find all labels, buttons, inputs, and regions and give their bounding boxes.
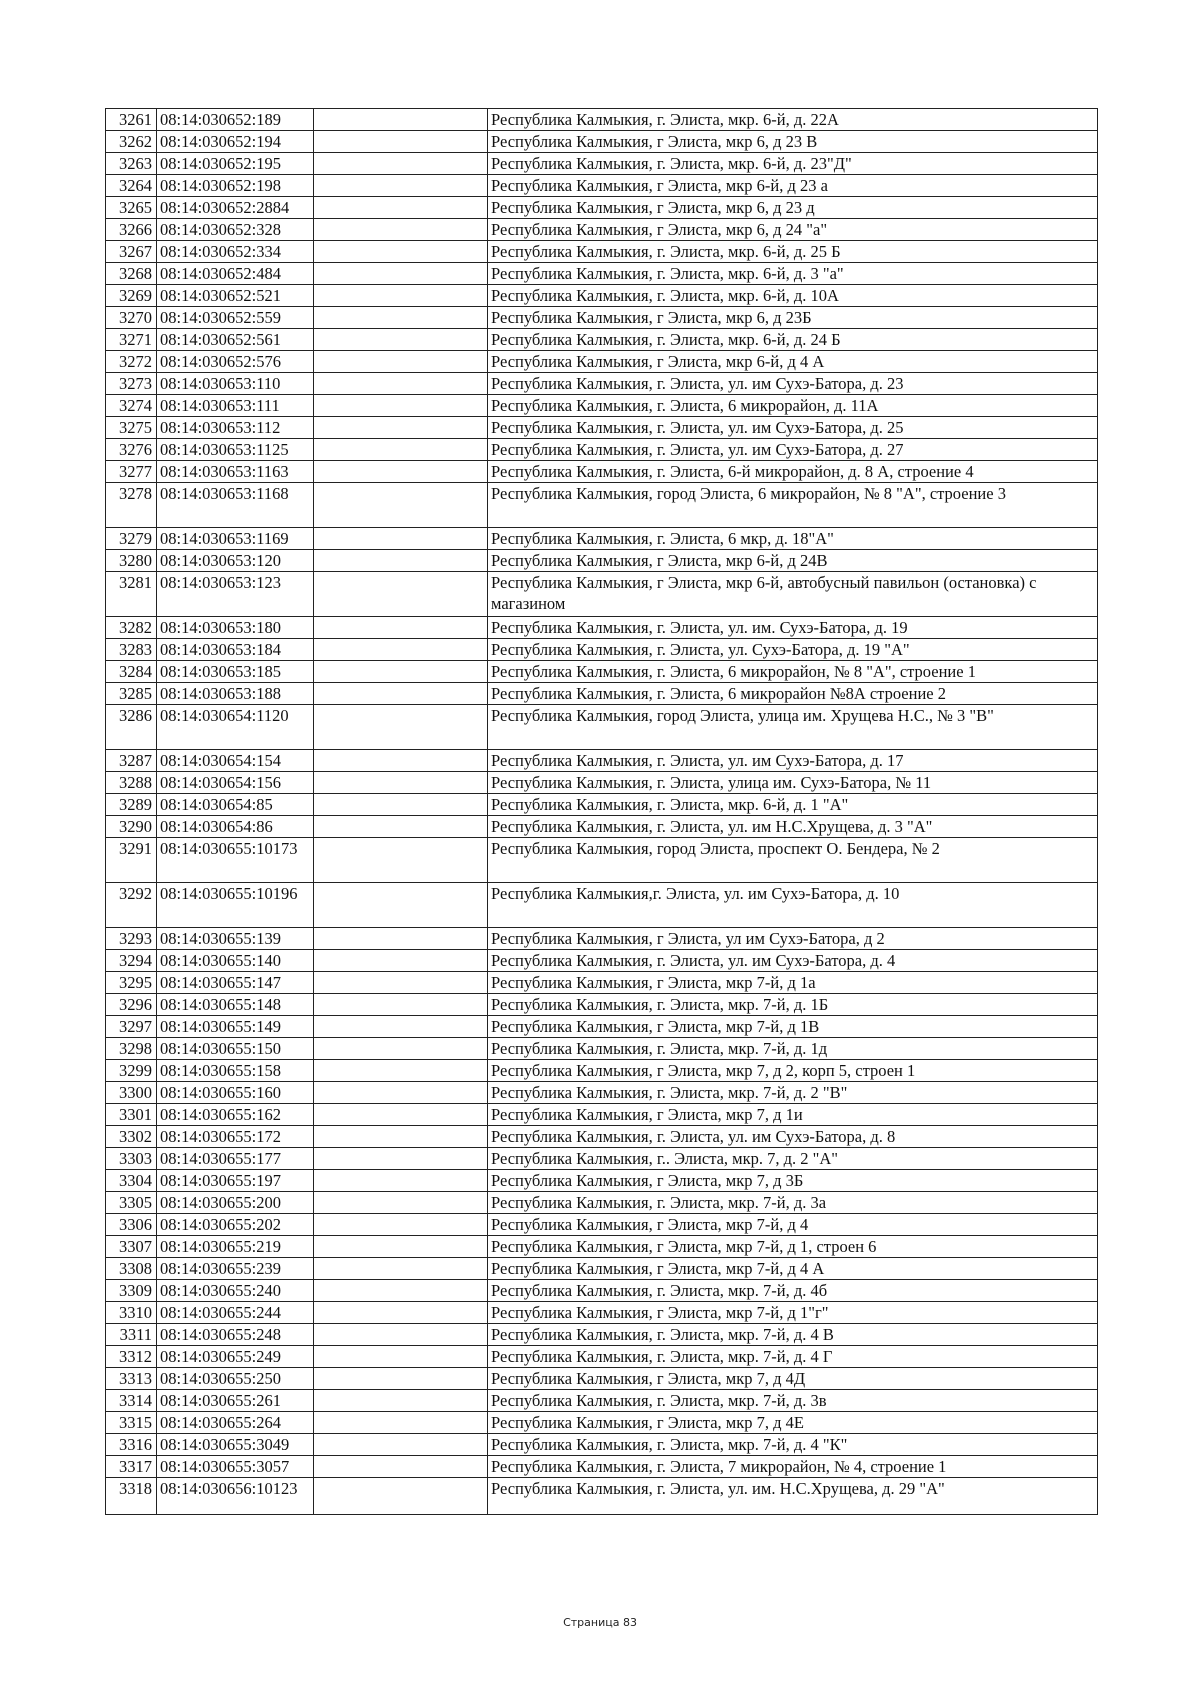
- cadastral-number-cell: 08:14:030655:264: [157, 1412, 314, 1434]
- cadastral-number-cell: 08:14:030655:139: [157, 928, 314, 950]
- note-cell: [314, 750, 488, 772]
- table-row: [106, 883, 1098, 928]
- address-cell: Республика Калмыкия, г. Элиста, 7 микрорайон, № 4, строение 1: [488, 1456, 1098, 1478]
- table-row: [106, 175, 1098, 197]
- note-cell: [314, 661, 488, 683]
- address-cell: Республика Калмыкия, г. Элиста, мкр. 6-й, д. 23"Д": [488, 153, 1098, 175]
- row-number-cell: 3284: [106, 661, 157, 683]
- row-number-cell: 3273: [106, 373, 157, 395]
- table-row: [106, 528, 1098, 550]
- cadastral-number-cell: 08:14:030654:156: [157, 772, 314, 794]
- note-cell: [314, 1148, 488, 1170]
- note-cell: [314, 772, 488, 794]
- address-cell: Республика Калмыкия, г. Элиста, ул. им Сухэ-Батора, д. 27: [488, 439, 1098, 461]
- note-cell: [314, 1390, 488, 1412]
- row-number-cell: 3287: [106, 750, 157, 772]
- note-cell: [314, 461, 488, 483]
- row-number-cell: 3285: [106, 683, 157, 705]
- note-cell: [314, 197, 488, 219]
- note-cell: [314, 1280, 488, 1302]
- cadastral-number-cell: 08:14:030653:111: [157, 395, 314, 417]
- note-cell: [314, 395, 488, 417]
- note-cell: [314, 1412, 488, 1434]
- table-row: [106, 153, 1098, 175]
- table-row: [106, 572, 1098, 617]
- table-row: [106, 307, 1098, 329]
- row-number-cell: 3304: [106, 1170, 157, 1192]
- cadastral-number-cell: 08:14:030655:197: [157, 1170, 314, 1192]
- note-cell: [314, 972, 488, 994]
- row-number-cell: 3283: [106, 639, 157, 661]
- cadastral-number-cell: 08:14:030655:244: [157, 1302, 314, 1324]
- address-cell: Республика Калмыкия, г. Элиста, 6 микрорайон, № 8 "А", строение 1: [488, 661, 1098, 683]
- row-number-cell: 3274: [106, 395, 157, 417]
- note-cell: [314, 219, 488, 241]
- address-cell: Республика Калмыкия, г. Элиста, мкр. 7-й, д. 3в: [488, 1390, 1098, 1412]
- row-number-cell: 3310: [106, 1302, 157, 1324]
- address-cell: Республика Калмыкия, г. Элиста, мкр. 7-й, д. 1Б: [488, 994, 1098, 1016]
- address-cell: Республика Калмыкия, г. Элиста, 6 мкр, д. 18"А": [488, 528, 1098, 550]
- table-row: [106, 329, 1098, 351]
- note-cell: [314, 109, 488, 131]
- row-number-cell: 3280: [106, 550, 157, 572]
- address-cell: Республика Калмыкия, г. Элиста, мкр. 7-й, д. 4 Г: [488, 1346, 1098, 1368]
- note-cell: [314, 131, 488, 153]
- row-number-cell: 3297: [106, 1016, 157, 1038]
- row-number-cell: 3305: [106, 1192, 157, 1214]
- cadastral-number-cell: 08:14:030655:3049: [157, 1434, 314, 1456]
- table-row: [106, 219, 1098, 241]
- row-number-cell: 3288: [106, 772, 157, 794]
- table-row: [106, 1258, 1098, 1280]
- row-number-cell: 3309: [106, 1280, 157, 1302]
- table-row: [106, 1126, 1098, 1148]
- row-number-cell: 3296: [106, 994, 157, 1016]
- cadastral-number-cell: 08:14:030653:1168: [157, 483, 314, 528]
- note-cell: [314, 794, 488, 816]
- address-cell: Республика Калмыкия, г. Элиста, ул. им Сухэ-Батора, д. 25: [488, 417, 1098, 439]
- table-row: [106, 639, 1098, 661]
- table-row: [106, 772, 1098, 794]
- table-row: [106, 351, 1098, 373]
- table-row: [106, 1148, 1098, 1170]
- address-cell: Республика Калмыкия, г Элиста, мкр 7-й, д 1В: [488, 1016, 1098, 1038]
- note-cell: [314, 705, 488, 750]
- cadastral-number-cell: 08:14:030653:184: [157, 639, 314, 661]
- row-number-cell: 3261: [106, 109, 157, 131]
- cadastral-number-cell: 08:14:030655:202: [157, 1214, 314, 1236]
- row-number-cell: 3279: [106, 528, 157, 550]
- table-row: [106, 1082, 1098, 1104]
- table-row: [106, 109, 1098, 131]
- note-cell: [314, 417, 488, 439]
- table-row: [106, 197, 1098, 219]
- table-row: [106, 683, 1098, 705]
- note-cell: [314, 528, 488, 550]
- row-number-cell: 3302: [106, 1126, 157, 1148]
- table-row: [106, 838, 1098, 883]
- row-number-cell: 3312: [106, 1346, 157, 1368]
- address-cell: Республика Калмыкия, г Элиста, мкр 7-й, д 4: [488, 1214, 1098, 1236]
- table-row: [106, 1434, 1098, 1456]
- cadastral-number-cell: 08:14:030652:334: [157, 241, 314, 263]
- row-number-cell: 3266: [106, 219, 157, 241]
- address-cell: Республика Калмыкия, г Элиста, мкр 6, д 23 д: [488, 197, 1098, 219]
- cadastral-number-cell: 08:14:030655:200: [157, 1192, 314, 1214]
- note-cell: [314, 329, 488, 351]
- address-cell: Республика Калмыкия, г Элиста, мкр 7-й, д 1"г": [488, 1302, 1098, 1324]
- address-cell: Республика Калмыкия, г. Элиста, ул. им Сухэ-Батора, д. 23: [488, 373, 1098, 395]
- note-cell: [314, 351, 488, 373]
- address-cell: Республика Калмыкия, г. Элиста, ул. им Сухэ-Батора, д. 4: [488, 950, 1098, 972]
- address-cell: Республика Калмыкия, г Элиста, мкр 6-й, автобусный павильон (остановка) с магазином: [488, 572, 1098, 617]
- address-cell: Республика Калмыкия, г Элиста, мкр 7, д 4Е: [488, 1412, 1098, 1434]
- cadastral-number-cell: 08:14:030652:561: [157, 329, 314, 351]
- note-cell: [314, 683, 488, 705]
- cadastral-number-cell: 08:14:030652:2884: [157, 197, 314, 219]
- table-row: [106, 373, 1098, 395]
- cadastral-number-cell: 08:14:030654:1120: [157, 705, 314, 750]
- note-cell: [314, 572, 488, 617]
- address-cell: Республика Калмыкия, г. Элиста, мкр. 6-й, д. 3 "а": [488, 263, 1098, 285]
- row-number-cell: 3276: [106, 439, 157, 461]
- address-cell: Республика Калмыкия, г Элиста, мкр 6-й, д 23 а: [488, 175, 1098, 197]
- table-row: [106, 1368, 1098, 1390]
- table-row: [106, 1302, 1098, 1324]
- table-row: [106, 395, 1098, 417]
- note-cell: [314, 1478, 488, 1515]
- address-cell: Республика Калмыкия, г. Элиста, ул. им Сухэ-Батора, д. 17: [488, 750, 1098, 772]
- address-cell: Республика Калмыкия,г. Элиста, ул. им Сухэ-Батора, д. 10: [488, 883, 1098, 928]
- row-number-cell: 3295: [106, 972, 157, 994]
- cadastral-number-cell: 08:14:030653:120: [157, 550, 314, 572]
- address-cell: Республика Калмыкия, г Элиста, мкр 6, д 23 В: [488, 131, 1098, 153]
- table-row: [106, 1016, 1098, 1038]
- row-number-cell: 3293: [106, 928, 157, 950]
- note-cell: [314, 263, 488, 285]
- row-number-cell: 3317: [106, 1456, 157, 1478]
- table-row: [106, 1412, 1098, 1434]
- table-row: [106, 439, 1098, 461]
- cadastral-number-cell: 08:14:030655:250: [157, 1368, 314, 1390]
- address-cell: Республика Калмыкия, г. Элиста, ул. им. Сухэ-Батора, д. 19: [488, 617, 1098, 639]
- address-cell: Республика Калмыкия, город Элиста, проспект О. Бендера, № 2: [488, 838, 1098, 883]
- note-cell: [314, 1214, 488, 1236]
- note-cell: [314, 1060, 488, 1082]
- address-cell: Республика Калмыкия, г. Элиста, мкр. 6-й, д. 24 Б: [488, 329, 1098, 351]
- table-row: [106, 131, 1098, 153]
- row-number-cell: 3298: [106, 1038, 157, 1060]
- cadastral-number-cell: 08:14:030653:123: [157, 572, 314, 617]
- note-cell: [314, 1456, 488, 1478]
- cadastral-number-cell: 08:14:030655:10173: [157, 838, 314, 883]
- table-row: [106, 1192, 1098, 1214]
- cadastral-number-cell: 08:14:030654:86: [157, 816, 314, 838]
- table-row: [106, 994, 1098, 1016]
- cadastral-number-cell: 08:14:030652:198: [157, 175, 314, 197]
- cadastral-number-cell: 08:14:030652:484: [157, 263, 314, 285]
- note-cell: [314, 1016, 488, 1038]
- cadastral-number-cell: 08:14:030655:261: [157, 1390, 314, 1412]
- cadastral-number-cell: 08:14:030655:158: [157, 1060, 314, 1082]
- table-row: [106, 285, 1098, 307]
- cadastral-number-cell: 08:14:030653:1125: [157, 439, 314, 461]
- cadastral-number-cell: 08:14:030652:189: [157, 109, 314, 131]
- address-cell: Республика Калмыкия, г. Элиста, мкр. 7-й, д. 4 "К": [488, 1434, 1098, 1456]
- cadastral-number-cell: 08:14:030655:140: [157, 950, 314, 972]
- table-row: [106, 263, 1098, 285]
- cadastral-number-cell: 08:14:030652:559: [157, 307, 314, 329]
- table-row: [106, 1478, 1098, 1515]
- row-number-cell: 3301: [106, 1104, 157, 1126]
- note-cell: [314, 1236, 488, 1258]
- table-row: [106, 972, 1098, 994]
- address-cell: Республика Калмыкия, город Элиста, 6 микрорайон, № 8 "А", строение 3: [488, 483, 1098, 528]
- cadastral-number-cell: 08:14:030655:162: [157, 1104, 314, 1126]
- row-number-cell: 3269: [106, 285, 157, 307]
- table-row: [106, 705, 1098, 750]
- table-row: [106, 1280, 1098, 1302]
- note-cell: [314, 285, 488, 307]
- row-number-cell: 3292: [106, 883, 157, 928]
- cadastral-number-cell: 08:14:030655:150: [157, 1038, 314, 1060]
- row-number-cell: 3291: [106, 838, 157, 883]
- cadastral-number-cell: 08:14:030652:194: [157, 131, 314, 153]
- row-number-cell: 3318: [106, 1478, 157, 1515]
- cadastral-number-cell: 08:14:030655:249: [157, 1346, 314, 1368]
- cadastral-table: [105, 108, 1098, 1515]
- cadastral-number-cell: 08:14:030655:177: [157, 1148, 314, 1170]
- address-cell: Республика Калмыкия, г. Элиста, мкр. 6-й, д. 1 "А": [488, 794, 1098, 816]
- note-cell: [314, 950, 488, 972]
- cadastral-number-cell: 08:14:030655:248: [157, 1324, 314, 1346]
- cadastral-number-cell: 08:14:030654:154: [157, 750, 314, 772]
- note-cell: [314, 1324, 488, 1346]
- row-number-cell: 3282: [106, 617, 157, 639]
- cadastral-number-cell: 08:14:030656:10123: [157, 1478, 314, 1515]
- table-row: [106, 816, 1098, 838]
- address-cell: Республика Калмыкия, г Элиста, ул им Сухэ-Батора, д 2: [488, 928, 1098, 950]
- table-row: [106, 928, 1098, 950]
- cadastral-number-cell: 08:14:030655:172: [157, 1126, 314, 1148]
- note-cell: [314, 928, 488, 950]
- note-cell: [314, 1368, 488, 1390]
- cadastral-number-cell: 08:14:030653:185: [157, 661, 314, 683]
- table-row: [106, 1324, 1098, 1346]
- cadastral-number-cell: 08:14:030655:3057: [157, 1456, 314, 1478]
- row-number-cell: 3311: [106, 1324, 157, 1346]
- cadastral-number-cell: 08:14:030652:195: [157, 153, 314, 175]
- address-cell: Республика Калмыкия, город Элиста, улица им. Хрущева Н.С., № 3 "В": [488, 705, 1098, 750]
- row-number-cell: 3314: [106, 1390, 157, 1412]
- note-cell: [314, 639, 488, 661]
- cadastral-number-cell: 08:14:030655:149: [157, 1016, 314, 1038]
- cadastral-number-cell: 08:14:030653:1163: [157, 461, 314, 483]
- row-number-cell: 3277: [106, 461, 157, 483]
- table-row: [106, 550, 1098, 572]
- table-row: [106, 483, 1098, 528]
- cadastral-number-cell: 08:14:030652:328: [157, 219, 314, 241]
- address-cell: Республика Калмыкия, г Элиста, мкр 6-й, д 24В: [488, 550, 1098, 572]
- row-number-cell: 3294: [106, 950, 157, 972]
- cadastral-number-cell: 08:14:030652:576: [157, 351, 314, 373]
- address-cell: Республика Калмыкия, г. Элиста, мкр. 6-й, д. 10А: [488, 285, 1098, 307]
- row-number-cell: 3270: [106, 307, 157, 329]
- row-number-cell: 3286: [106, 705, 157, 750]
- cadastral-number-cell: 08:14:030654:85: [157, 794, 314, 816]
- note-cell: [314, 175, 488, 197]
- address-cell: Республика Калмыкия, г Элиста, мкр 7-й, д 1а: [488, 972, 1098, 994]
- note-cell: [314, 439, 488, 461]
- address-cell: Республика Калмыкия, г. Элиста, мкр. 7-й, д. 2 "В": [488, 1082, 1098, 1104]
- row-number-cell: 3289: [106, 794, 157, 816]
- note-cell: [314, 838, 488, 883]
- row-number-cell: 3268: [106, 263, 157, 285]
- address-cell: Республика Калмыкия, г. Элиста, мкр. 6-й, д. 22А: [488, 109, 1098, 131]
- note-cell: [314, 1434, 488, 1456]
- address-cell: Республика Калмыкия, г. Элиста, мкр. 7-й, д. 3а: [488, 1192, 1098, 1214]
- table-row: [106, 794, 1098, 816]
- note-cell: [314, 153, 488, 175]
- cadastral-number-cell: 08:14:030653:110: [157, 373, 314, 395]
- row-number-cell: 3267: [106, 241, 157, 263]
- note-cell: [314, 241, 488, 263]
- cadastral-number-cell: 08:14:030653:1169: [157, 528, 314, 550]
- row-number-cell: 3272: [106, 351, 157, 373]
- table-row: [106, 417, 1098, 439]
- cadastral-number-cell: 08:14:030655:239: [157, 1258, 314, 1280]
- address-cell: Республика Калмыкия, г. Элиста, ул. Сухэ-Батора, д. 19 "А": [488, 639, 1098, 661]
- row-number-cell: 3300: [106, 1082, 157, 1104]
- address-cell: Республика Калмыкия, г Элиста, мкр 6, д 24 "а": [488, 219, 1098, 241]
- note-cell: [314, 883, 488, 928]
- address-cell: Республика Калмыкия, г. Элиста, ул. им. Н.С.Хрущева, д. 29 "А": [488, 1478, 1098, 1515]
- row-number-cell: 3290: [106, 816, 157, 838]
- table-row: [106, 950, 1098, 972]
- row-number-cell: 3306: [106, 1214, 157, 1236]
- table-row: [106, 1170, 1098, 1192]
- row-number-cell: 3316: [106, 1434, 157, 1456]
- address-cell: Республика Калмыкия, г. Элиста, мкр. 7-й, д. 4 В: [488, 1324, 1098, 1346]
- row-number-cell: 3271: [106, 329, 157, 351]
- row-number-cell: 3303: [106, 1148, 157, 1170]
- address-cell: Республика Калмыкия, г Элиста, мкр 6, д 23Б: [488, 307, 1098, 329]
- cadastral-number-cell: 08:14:030655:10196: [157, 883, 314, 928]
- row-number-cell: 3313: [106, 1368, 157, 1390]
- row-number-cell: 3264: [106, 175, 157, 197]
- row-number-cell: 3299: [106, 1060, 157, 1082]
- row-number-cell: 3263: [106, 153, 157, 175]
- row-number-cell: 3307: [106, 1236, 157, 1258]
- note-cell: [314, 1302, 488, 1324]
- note-cell: [314, 1082, 488, 1104]
- table-row: [106, 1060, 1098, 1082]
- address-cell: Республика Калмыкия, г Элиста, мкр 6-й, д 4 А: [488, 351, 1098, 373]
- table-row: [106, 1456, 1098, 1478]
- cadastral-number-cell: 08:14:030655:240: [157, 1280, 314, 1302]
- address-cell: Республика Калмыкия, г Элиста, мкр 7-й, д 4 А: [488, 1258, 1098, 1280]
- address-cell: Республика Калмыкия, г. Элиста, улица им. Сухэ-Батора, № 11: [488, 772, 1098, 794]
- address-cell: Республика Калмыкия, г.. Элиста, мкр. 7, д. 2 "А": [488, 1148, 1098, 1170]
- row-number-cell: 3281: [106, 572, 157, 617]
- address-cell: Республика Калмыкия, г. Элиста, 6 микрорайон, д. 11А: [488, 395, 1098, 417]
- address-cell: Республика Калмыкия, г. Элиста, ул. им Сухэ-Батора, д. 8: [488, 1126, 1098, 1148]
- address-cell: Республика Калмыкия, г. Элиста, мкр. 7-й, д. 1д: [488, 1038, 1098, 1060]
- address-cell: Республика Калмыкия, г Элиста, мкр 7, д 4Д: [488, 1368, 1098, 1390]
- cadastral-number-cell: 08:14:030655:147: [157, 972, 314, 994]
- row-number-cell: 3262: [106, 131, 157, 153]
- note-cell: [314, 1038, 488, 1060]
- row-number-cell: 3265: [106, 197, 157, 219]
- table-row: [106, 661, 1098, 683]
- address-cell: Республика Калмыкия, г. Элиста, 6 микрорайон №8А строение 2: [488, 683, 1098, 705]
- address-cell: Республика Калмыкия, г Элиста, мкр 7, д 3Б: [488, 1170, 1098, 1192]
- address-cell: Республика Калмыкия, г. Элиста, мкр. 7-й, д. 4б: [488, 1280, 1098, 1302]
- note-cell: [314, 1258, 488, 1280]
- note-cell: [314, 1170, 488, 1192]
- note-cell: [314, 550, 488, 572]
- table-row: [106, 241, 1098, 263]
- cadastral-number-cell: 08:14:030655:148: [157, 994, 314, 1016]
- cadastral-number-cell: 08:14:030652:521: [157, 285, 314, 307]
- table-row: [106, 1214, 1098, 1236]
- row-number-cell: 3308: [106, 1258, 157, 1280]
- cadastral-number-cell: 08:14:030653:112: [157, 417, 314, 439]
- note-cell: [314, 617, 488, 639]
- table-row: [106, 750, 1098, 772]
- table-row: [106, 461, 1098, 483]
- cadastral-number-cell: 08:14:030653:188: [157, 683, 314, 705]
- address-cell: Республика Калмыкия, г Элиста, мкр 7-й, д 1, строен 6: [488, 1236, 1098, 1258]
- note-cell: [314, 1104, 488, 1126]
- note-cell: [314, 994, 488, 1016]
- table-row: [106, 617, 1098, 639]
- table-row: [106, 1236, 1098, 1258]
- address-cell: Республика Калмыкия, г Элиста, мкр 7, д 2, корп 5, строен 1: [488, 1060, 1098, 1082]
- cadastral-number-cell: 08:14:030653:180: [157, 617, 314, 639]
- note-cell: [314, 1192, 488, 1214]
- note-cell: [314, 307, 488, 329]
- address-cell: Республика Калмыкия, г. Элиста, мкр. 6-й, д. 25 Б: [488, 241, 1098, 263]
- table-row: [106, 1104, 1098, 1126]
- address-cell: Республика Калмыкия, г Элиста, мкр 7, д 1и: [488, 1104, 1098, 1126]
- row-number-cell: 3275: [106, 417, 157, 439]
- table-row: [106, 1038, 1098, 1060]
- address-cell: Республика Калмыкия, г. Элиста, ул. им Н.С.Хрущева, д. 3 "А": [488, 816, 1098, 838]
- note-cell: [314, 1346, 488, 1368]
- row-number-cell: 3315: [106, 1412, 157, 1434]
- table-row: [106, 1390, 1098, 1412]
- cadastral-number-cell: 08:14:030655:219: [157, 1236, 314, 1258]
- row-number-cell: 3278: [106, 483, 157, 528]
- table-row: [106, 1346, 1098, 1368]
- page-number: Страница 83: [563, 1616, 637, 1629]
- note-cell: [314, 1126, 488, 1148]
- table-body: [106, 109, 1098, 1515]
- note-cell: [314, 373, 488, 395]
- address-cell: Республика Калмыкия, г. Элиста, 6-й микрорайон, д. 8 А, строение 4: [488, 461, 1098, 483]
- note-cell: [314, 483, 488, 528]
- cadastral-number-cell: 08:14:030655:160: [157, 1082, 314, 1104]
- note-cell: [314, 816, 488, 838]
